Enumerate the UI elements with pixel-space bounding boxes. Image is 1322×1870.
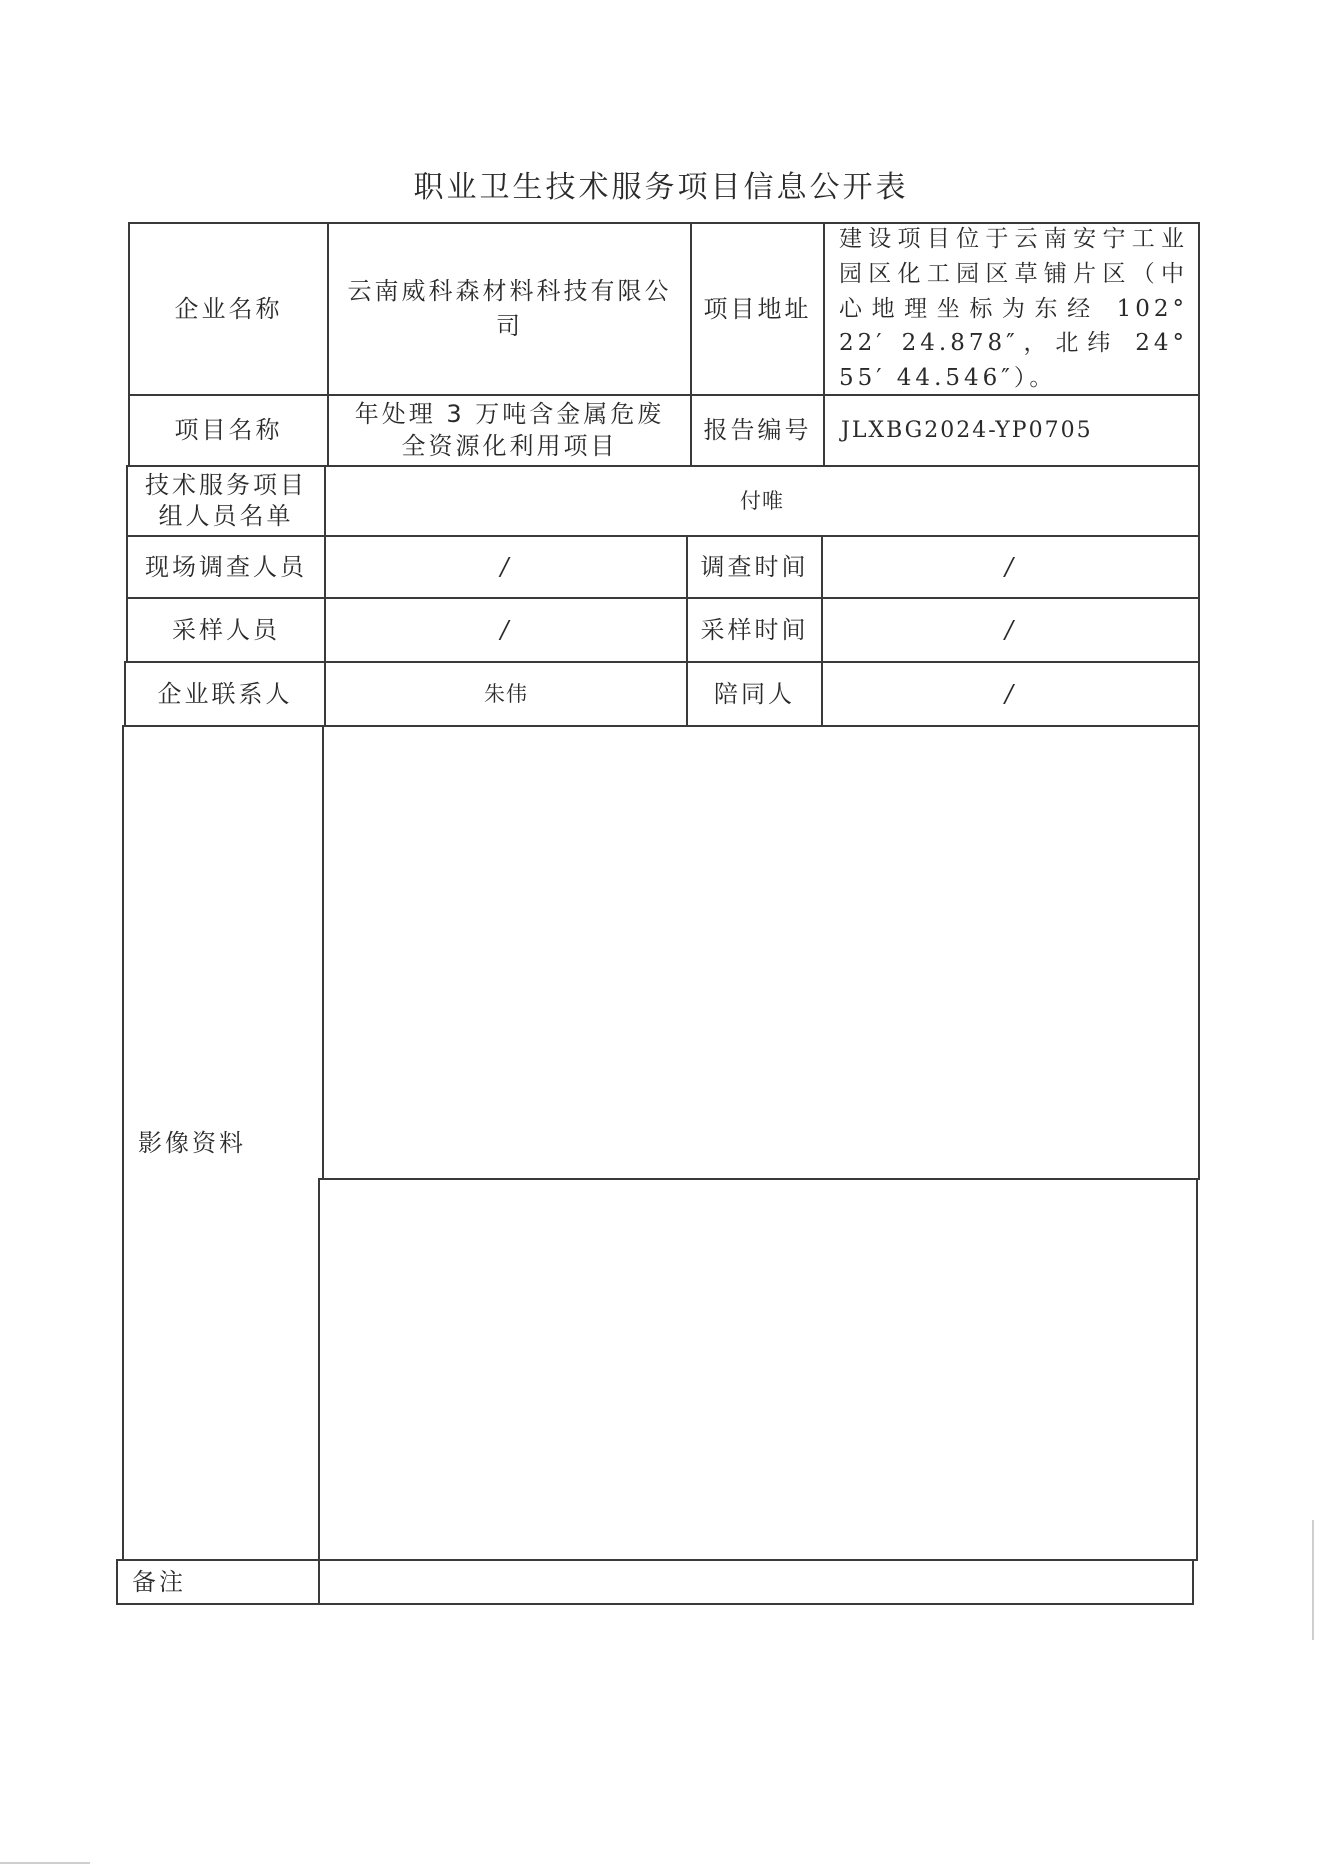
survey-staff-value — [324, 535, 688, 599]
sampling-staff-label — [126, 597, 326, 663]
team-label-text: 技术服务项目组人员名单 — [145, 470, 307, 530]
sampling-time-label-text: 采样时间 — [700, 615, 809, 644]
sampling-time-label — [686, 597, 823, 663]
remarks-label — [116, 1559, 320, 1605]
team-value — [324, 465, 1200, 537]
address-label — [690, 222, 825, 396]
contact-label-text: 企业联系人 — [157, 679, 293, 708]
companion-value — [821, 661, 1200, 727]
project-label — [128, 394, 329, 467]
remarks-value — [318, 1559, 1194, 1605]
survey-time-value-text: / — [1004, 552, 1017, 581]
survey-staff-value-text: / — [500, 552, 512, 581]
survey-staff-label-text: 现场调查人员 — [145, 552, 307, 581]
contact-value-text: 朱伟 — [484, 681, 528, 706]
sampling-staff-label-text: 采样人员 — [172, 615, 280, 644]
report-no-label — [690, 394, 825, 467]
remarks-label-text: 备注 — [132, 1567, 186, 1596]
images-label-text: 影像资料 — [138, 1128, 246, 1157]
address-value — [823, 222, 1200, 396]
company-label-text: 企业名称 — [174, 294, 283, 323]
survey-staff-label — [126, 535, 326, 599]
survey-time-value — [821, 535, 1200, 599]
team-label — [126, 465, 326, 537]
scan-bottom-mark — [0, 1862, 90, 1864]
sampling-time-value-text: / — [1004, 615, 1017, 644]
contact-value — [324, 661, 688, 727]
survey-time-label-text: 调查时间 — [700, 552, 809, 581]
images-label — [122, 725, 324, 1561]
page-title: 职业卫生技术服务项目信息公开表 — [413, 170, 909, 205]
project-value — [327, 394, 692, 467]
company-label — [128, 222, 329, 396]
address-label-text: 项目地址 — [703, 294, 812, 323]
report-no-value-text: JLXBG2024-YP0705 — [841, 417, 1093, 443]
companion-value-text: / — [1004, 679, 1017, 708]
contact-label — [124, 661, 326, 727]
sampling-time-value — [821, 597, 1200, 663]
companion-label — [686, 661, 823, 727]
company-value — [327, 222, 692, 396]
project-label-text: 项目名称 — [174, 416, 283, 445]
sampling-staff-value-text: / — [500, 615, 512, 644]
address-value-text: 建设项目位于云南安宁工业园区化工园区草铺片区（中心地理坐标为东经 102° 22′ 24.878″，北纬 24° 55′ 44.546″）。 — [839, 225, 1188, 392]
companion-label-text: 陪同人 — [714, 679, 795, 708]
company-value-text: 云南威科森材料科技有限公司 — [347, 277, 672, 340]
image-slot-1 — [322, 725, 1200, 1180]
project-value-text: 年处理 3 万吨含金属危废全资源化利用项目 — [354, 400, 665, 460]
team-value-text: 付唯 — [740, 488, 784, 513]
report-no-value — [823, 394, 1200, 467]
survey-time-label — [686, 535, 823, 599]
image-slot-2 — [318, 1178, 1198, 1561]
sampling-staff-value — [324, 597, 688, 663]
report-no-label-text: 报告编号 — [703, 416, 812, 445]
scan-edge-mark — [1312, 1520, 1314, 1640]
